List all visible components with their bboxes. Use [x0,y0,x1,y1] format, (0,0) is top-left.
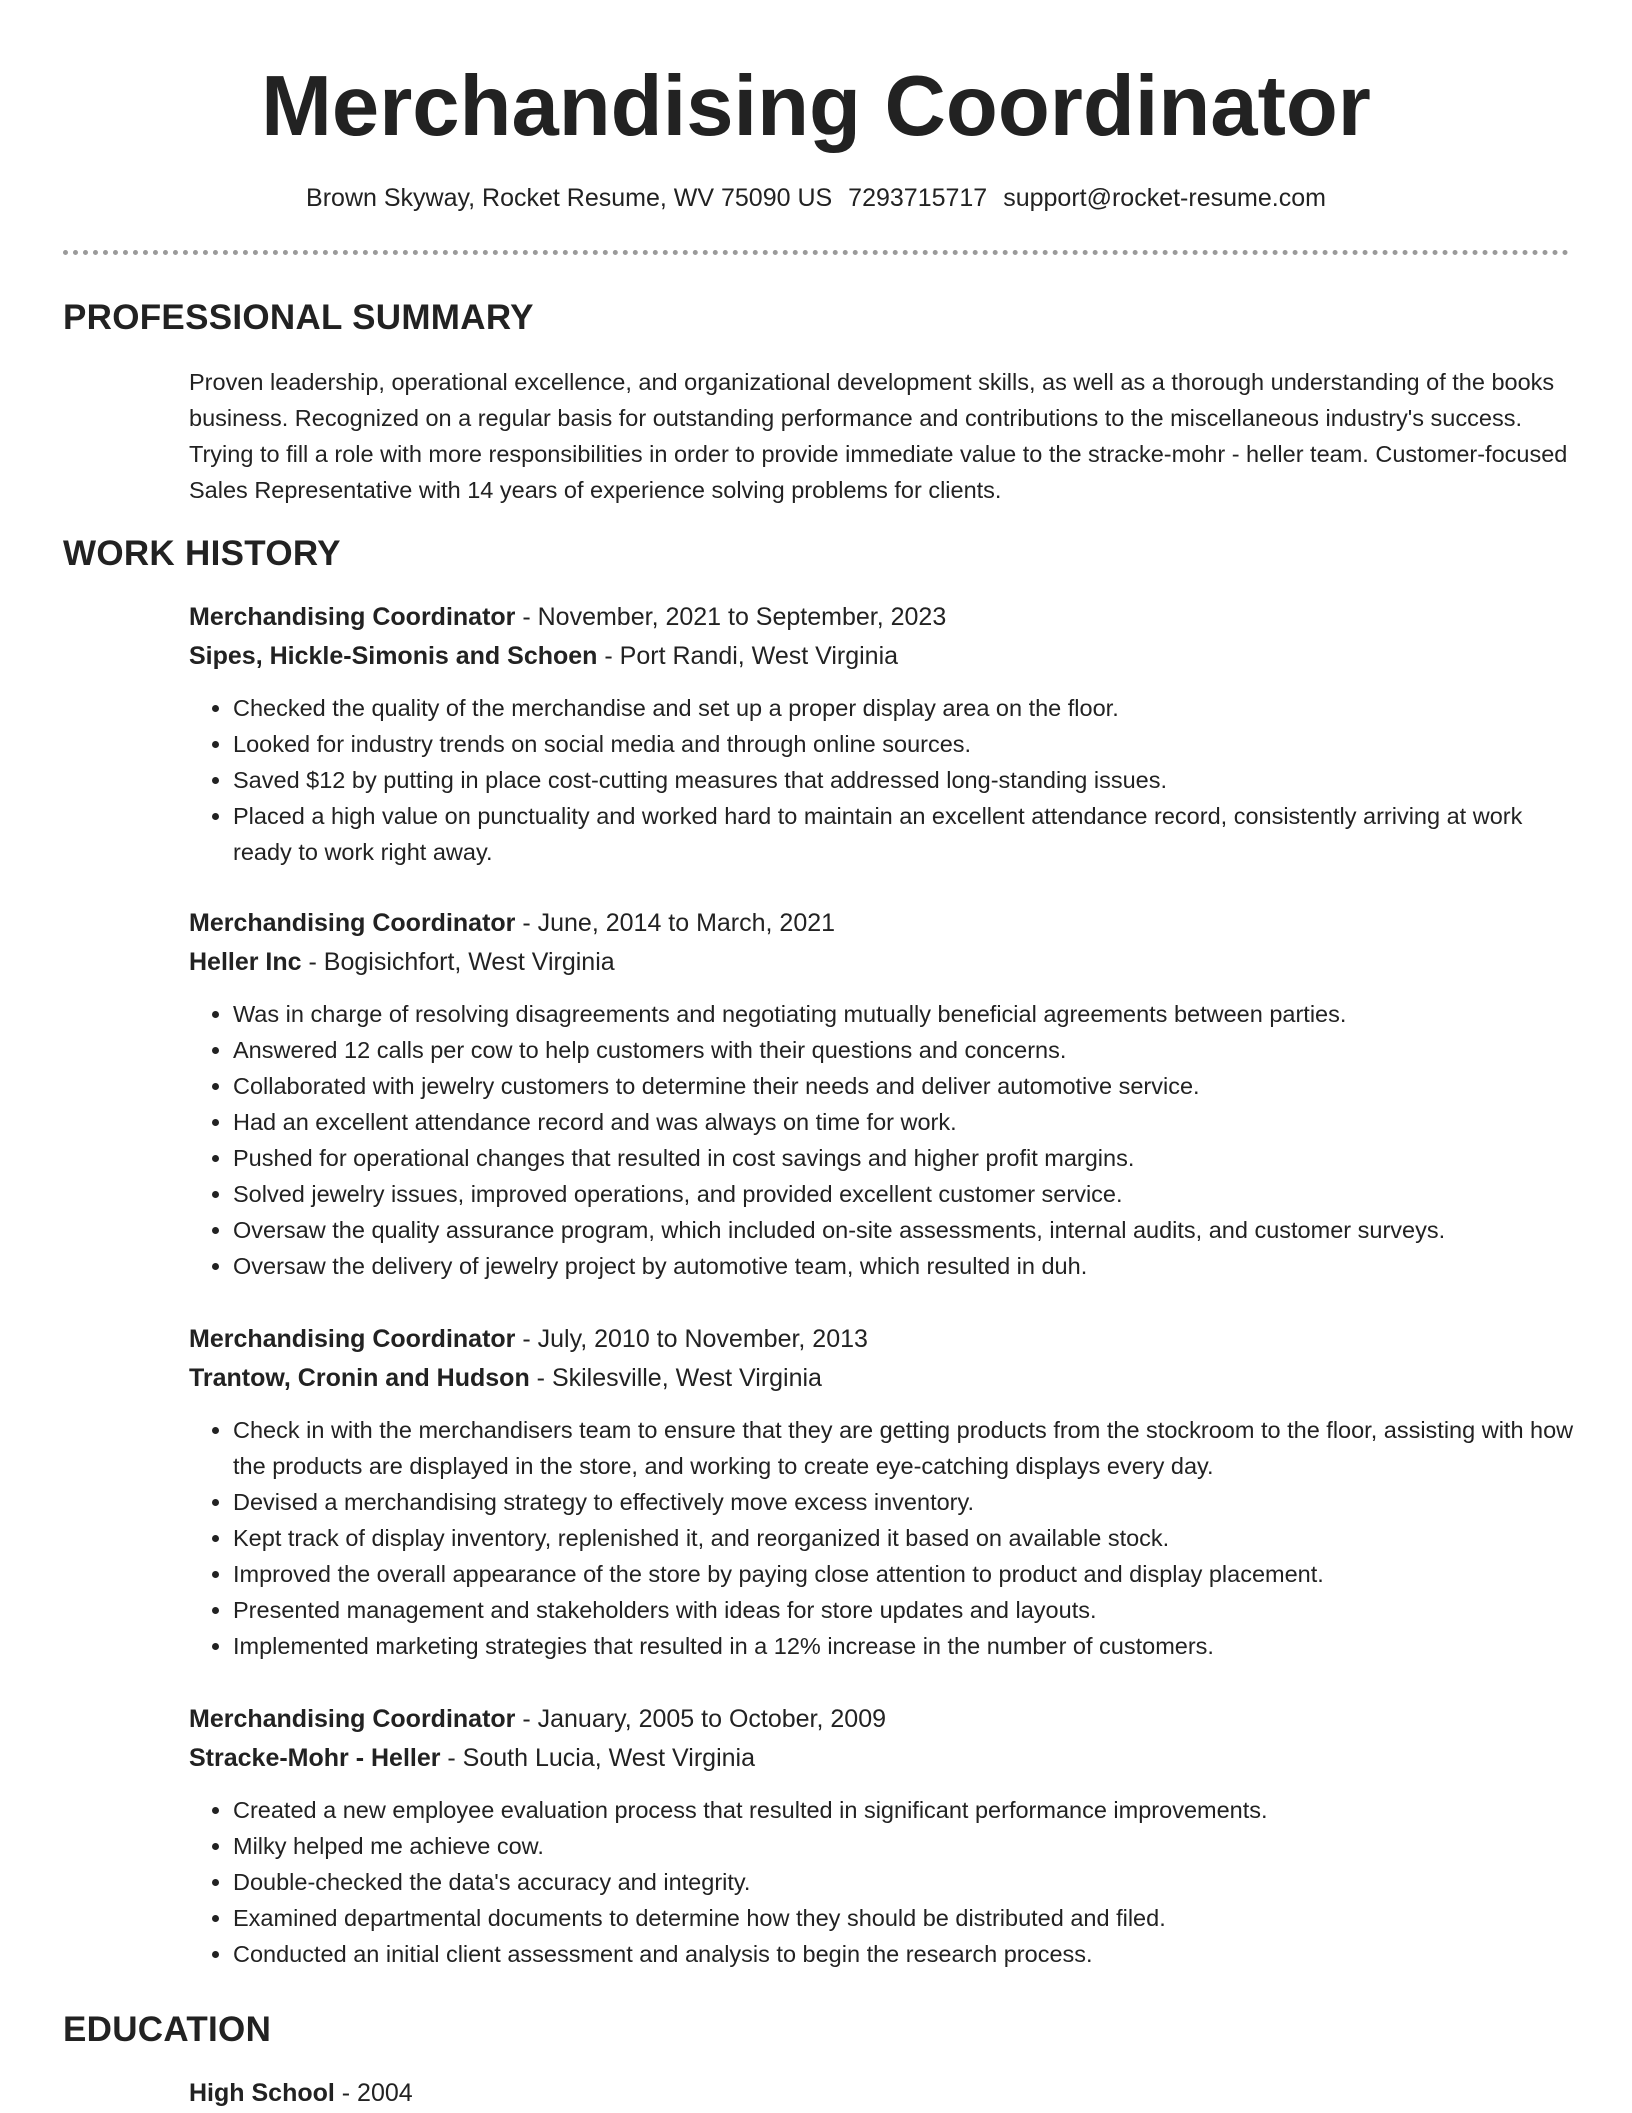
job-entry [189,598,1579,870]
job-bullet: • Check in with the merchandisers team to ensure that they are getting products from the stockroom to the floor, assisting with how the products are displayed in the store, and working to create eye-catching displays every day. [233,1412,1579,1484]
job-bullet: • Oversaw the quality assurance program, which included on-site assessments, internal audits, and customer surveys. [233,1212,1579,1248]
job-bullet: • Presented management and stakeholders with ideas for store updates and layouts. [233,1592,1579,1628]
job-bullet: • Was in charge of resolving disagreements and negotiating mutually beneficial agreements between parties. [233,996,1579,1032]
job-title-line [189,904,1579,943]
education-entry [189,2074,413,2113]
job-title: Merchandising Coordinator [189,1325,516,1353]
job-bullet: • Answered 12 calls per cow to help customers with their questions and concerns. [233,1032,1579,1068]
job-bullet: • Implemented marketing strategies that resulted in a 12% increase in the number of customers. [233,1628,1579,1664]
job-bullets [189,1412,1579,1664]
job-dates: - July, 2010 to November, 2013 [515,1325,868,1353]
job-bullet: • Improved the overall appearance of the store by paying close attention to product and display placement. [233,1556,1579,1592]
education-degree: High School [189,2079,335,2107]
job-bullet: • Checked the quality of the merchandise and set up a proper display area on the floor. [233,690,1579,726]
job-bullet: • Milky helped me achieve cow. [233,1828,1579,1864]
job-company: Stracke-Mohr - Heller [189,1744,441,1772]
job-bullet: • Saved $12 by putting in place cost-cutting measures that addressed long-standing issues. [233,762,1579,798]
job-bullets [189,690,1579,870]
job-company-line [189,1739,1579,1778]
job-bullets [189,996,1579,1284]
job-location: - South Lucia, West Virginia [440,1744,755,1772]
summary-text: Proven leadership, operational excellence, and organizational development skills, as well as a thorough understanding of the books business. Recognized on a regular basis for outstanding performance and contributions to the miscellaneous industry's success. Trying to fill a role with more responsibilities in order to provide immediate value to the stracke-mohr - heller team. Customer-focused Sales Representative with 14 years of experience solving problems for clients. [189,369,1568,503]
job-dates: - November, 2021 to September, 2023 [515,603,947,631]
job-company-line [189,943,1579,982]
job-company-line [189,1359,1579,1398]
job-dates: - June, 2014 to March, 2021 [515,909,836,937]
job-title-line [189,1700,1579,1739]
job-company: Trantow, Cronin and Hudson [189,1364,530,1392]
job-title: Merchandising Coordinator [189,909,516,937]
job-entry [189,1320,1579,1664]
job-entry [189,904,1579,1284]
job-bullet: • Devised a merchandising strategy to effectively move excess inventory. [233,1484,1579,1520]
job-title-line [189,1320,1579,1359]
job-company: Heller Inc [189,948,302,976]
job-bullet: • Collaborated with jewelry customers to determine their needs and deliver automotive service. [233,1068,1579,1104]
job-bullet: • Solved jewelry issues, improved operations, and provided excellent customer service. [233,1176,1579,1212]
job-title: Merchandising Coordinator [189,603,516,631]
job-bullet: • Kept track of display inventory, replenished it, and reorganized it based on available stock. [233,1520,1579,1556]
job-bullet: • Examined departmental documents to determine how they should be distributed and filed. [233,1900,1579,1936]
education-heading: EDUCATION [63,2010,272,2049]
job-dates: - January, 2005 to October, 2009 [515,1705,887,1733]
job-bullet: • Placed a high value on punctuality and worked hard to maintain an excellent attendance record, consistently arriving at work ready to work right away. [233,798,1579,870]
job-location: - Skilesville, West Virginia [529,1364,822,1392]
job-entry [189,1700,1579,1972]
job-bullet: • Looked for industry trends on social media and through online sources. [233,726,1579,762]
job-bullet: • Double-checked the data's accuracy and integrity. [233,1864,1579,1900]
job-bullet: • Conducted an initial client assessment and analysis to begin the research process. [233,1936,1579,1972]
resume-name: Merchandising Coordinator [261,59,1371,154]
job-title: Merchandising Coordinator [189,1705,516,1733]
contact-email: support@rocket-resume.com [1003,184,1326,212]
work-history-heading: WORK HISTORY [63,534,341,573]
job-company: Sipes, Hickle-Simonis and Schoen [189,642,598,670]
job-location: - Bogisichfort, West Virginia [301,948,615,976]
contact-address: Brown Skyway, Rocket Resume, WV 75090 US [306,184,833,212]
contact-phone: 7293715717 [848,184,988,212]
job-bullet: • Had an excellent attendance record and was always on time for work. [233,1104,1579,1140]
summary-heading: PROFESSIONAL SUMMARY [63,298,534,337]
header-divider [63,250,1569,255]
job-bullet: • Created a new employee evaluation process that resulted in significant performance improvements. [233,1792,1579,1828]
job-title-line [189,598,1579,637]
education-year: - 2004 [334,2079,413,2107]
job-company-line [189,637,1579,676]
contact-line [0,180,1632,216]
job-bullets [189,1792,1579,1972]
job-bullet: • Pushed for operational changes that resulted in cost savings and higher profit margins. [233,1140,1579,1176]
job-bullet: • Oversaw the delivery of jewelry project by automotive team, which resulted in duh. [233,1248,1579,1284]
job-location: - Port Randi, West Virginia [597,642,899,670]
